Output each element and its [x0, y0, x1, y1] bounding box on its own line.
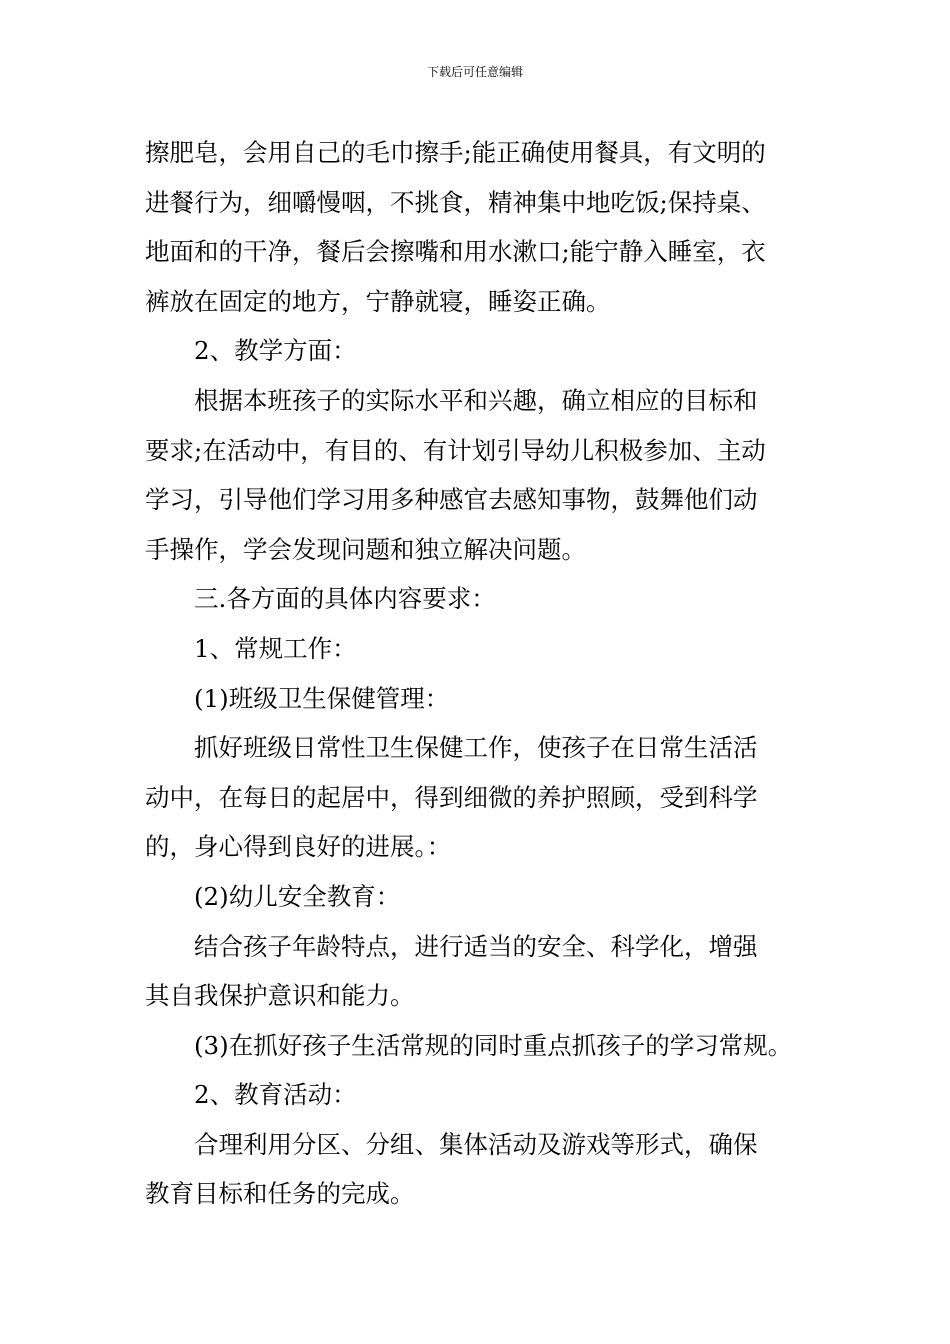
text-line: 根据本班孩子的实际水平和兴趣，确立相应的目标和 [194, 385, 758, 415]
text-line: 合理利用分区、分组、集体活动及游戏等形式，确保 [194, 1129, 758, 1159]
section-heading: 2、教学方面： [194, 336, 357, 366]
text-line: 教育目标和任务的完成。 [145, 1179, 415, 1209]
text-line: 的，身心得到良好的进展。： [145, 832, 452, 862]
text-line: 学习，引导他们学习用多种感官去感知事物，鼓舞他们动 [145, 485, 758, 515]
text-line: 要求;在活动中，有目的、有计划引导幼儿积极参加、主动 [145, 435, 766, 465]
text-line: (3)在抓好孩子生活常规的同时重点抓孩子的学习常规。 [194, 1030, 793, 1060]
page-header: 下载后可任意编辑 [426, 65, 523, 79]
text-line: 裤放在固定的地方，宁静就寝，睡姿正确。 [145, 286, 611, 316]
text-line: 结合孩子年龄特点，进行适当的安全、科学化，增强 [194, 931, 758, 961]
document-body [145, 128, 813, 1219]
text-line: 其自我保护意识和能力。 [145, 981, 415, 1011]
text-line: 抓好班级日常性卫生保健工作，使孩子在日常生活活 [194, 733, 758, 763]
text-line: 动中，在每日的起居中，得到细微的养护照顾，受到科学 [145, 782, 758, 812]
section-heading: 1、常规工作： [194, 633, 357, 663]
text-line: 进餐行为，细嚼慢咽，不挑食，精神集中地吃饭;保持桌、 [145, 187, 766, 217]
text-line: 地面和的干净，餐后会擦嘴和用水漱口;能宁静入睡室，衣 [145, 237, 766, 267]
text-line: 手操作，学会发现问题和独立解决问题。 [145, 534, 586, 564]
subsection-heading: (1)班级卫生保健管理： [194, 683, 450, 713]
section-heading: 三.各方面的具体内容要求： [194, 584, 496, 614]
section-heading: 2、教育活动： [194, 1080, 357, 1110]
subsection-heading: (2)幼儿安全教育： [194, 881, 401, 911]
text-line: 擦肥皂，会用自己的毛巾擦手;能正确使用餐具，有文明的 [145, 138, 766, 167]
